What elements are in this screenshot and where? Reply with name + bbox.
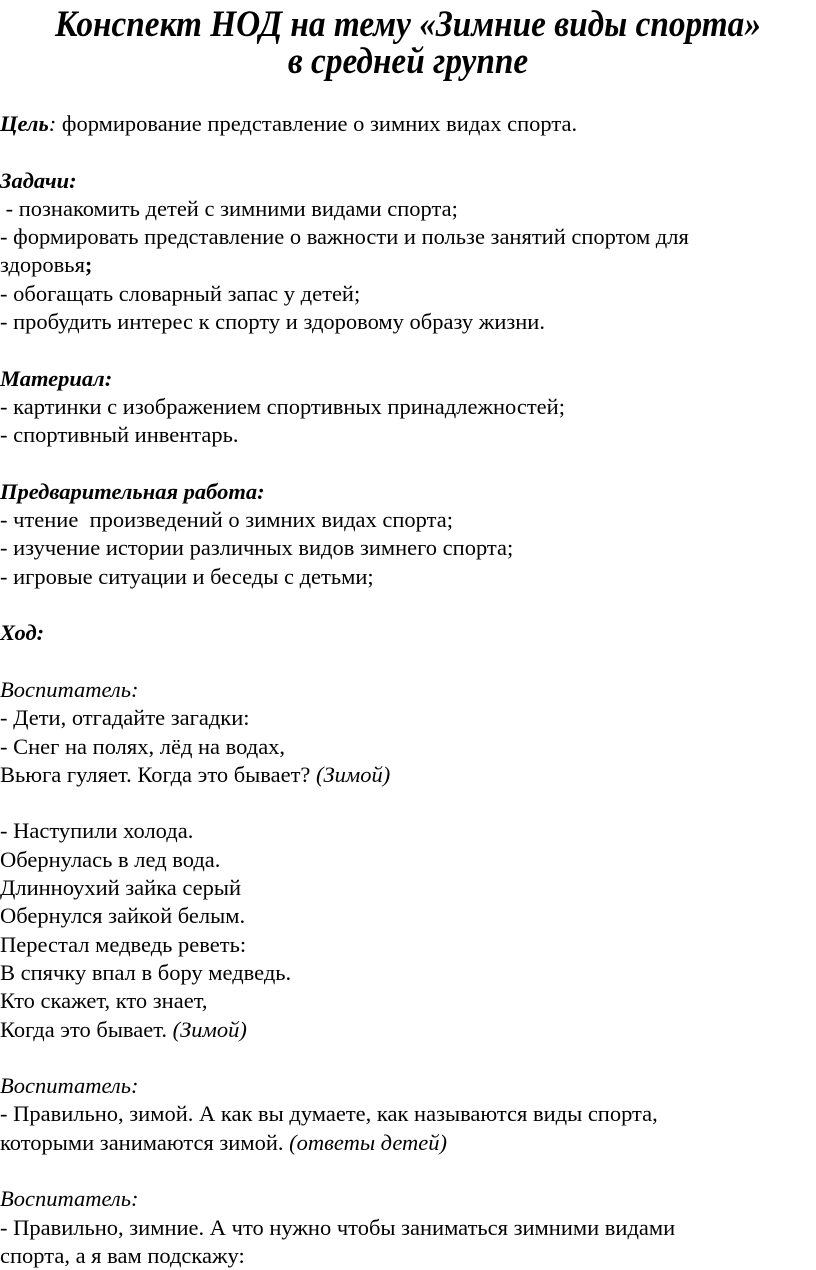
text-line [0, 534, 816, 562]
text-line [0, 365, 816, 393]
text-line [0, 676, 816, 704]
text-segment: - чтение произведений о зимних видах спорта; [0, 507, 453, 533]
text-line [0, 506, 816, 534]
text-segment: Обернулся зайкой белым. [0, 903, 246, 929]
section-heading: Ход: [0, 620, 45, 646]
text-line [0, 421, 816, 449]
blank-line [0, 138, 816, 166]
section-heading: Цель [0, 111, 49, 136]
text-segment: - изучение истории различных видов зимнего спорта; [0, 535, 514, 561]
text-segment: Длинноухий зайка серый [0, 875, 242, 901]
text-segment: - Правильно, зимние. А что нужно чтобы заниматься зимними видами [0, 1214, 676, 1240]
text-line [0, 393, 816, 421]
section-heading: Задачи: [0, 167, 77, 193]
text-segment: - познакомить детей с зимними видами спорта; [0, 195, 458, 221]
text-segment: В спячку впал в бору медведь. [0, 959, 292, 985]
text-line [0, 563, 816, 591]
section-heading: Предварительная работа: [0, 478, 265, 504]
text-line [0, 733, 816, 761]
text-line [0, 251, 816, 279]
text-line [0, 704, 816, 732]
text-segment: - Наступили холода. [0, 818, 194, 844]
text-line [0, 1016, 816, 1044]
text-segment: - Снег на полях, лёд на водах, [0, 733, 286, 759]
text-line [0, 619, 816, 647]
text-line [0, 874, 816, 902]
text-line [0, 1242, 816, 1270]
document-title-line-1: Конспект НОД на тему «Зимние виды спорта» [55, 4, 761, 45]
blank-line [0, 648, 816, 676]
text-line [0, 167, 816, 195]
text-line [0, 1072, 816, 1100]
text-segment: - игровые ситуации и беседы с детьми; [0, 563, 374, 589]
text-line [0, 110, 816, 138]
text-segment: Воспитатель: [0, 676, 139, 702]
text-segment: (Зимой) [172, 1016, 247, 1042]
blank-line [0, 336, 816, 364]
text-segment: Кто скажет, кто знает, [0, 988, 208, 1014]
blank-line [0, 789, 816, 817]
text-line [0, 195, 816, 223]
text-line [0, 846, 816, 874]
section-heading: Материал: [0, 365, 113, 391]
text-segment: спорта, а я вам подскажу: [0, 1242, 245, 1268]
text-line [0, 987, 816, 1015]
text-segment: - спортивный инвентарь. [0, 422, 239, 448]
text-line [0, 223, 816, 251]
blank-line [0, 1157, 816, 1185]
text-segment: - Дети, отгадайте загадки: [0, 705, 250, 731]
text-segment: - формировать представление о важности и пользе занятий спортом для [0, 224, 689, 250]
text-line [0, 959, 816, 987]
blank-line [0, 450, 816, 478]
text-line [0, 761, 816, 789]
text-line [0, 817, 816, 845]
text-segment: - обогащать словарный запас у детей; [0, 280, 361, 306]
text-line [0, 902, 816, 930]
text-segment: которыми занимаются зимой. [0, 1129, 290, 1155]
blank-line [0, 1044, 816, 1072]
document-title-line-2: в средней группе [287, 41, 529, 82]
text-segment: Обернулась в лед вода. [0, 846, 221, 872]
text-segment: (Зимой) [316, 761, 391, 787]
text-line [0, 308, 816, 336]
text-segment: (ответы детей) [289, 1129, 448, 1155]
text-segment: здоровья [0, 252, 85, 278]
text-line [0, 1185, 816, 1213]
document-body [0, 110, 816, 1270]
text-segment: формирование представление о зимних видах спорта. [56, 111, 578, 136]
text-line [0, 931, 816, 959]
text-line [0, 478, 816, 506]
text-segment: : [48, 111, 57, 136]
text-segment: - пробудить интерес к спорту и здоровому образу жизни. [0, 309, 545, 335]
section-heading: ; [84, 252, 93, 278]
text-segment: Перестал медведь реветь: [0, 931, 247, 957]
blank-line [0, 591, 816, 619]
text-segment: Воспитатель: [0, 1073, 139, 1099]
text-line [0, 1214, 816, 1242]
text-segment: Когда это бывает. [0, 1016, 173, 1042]
text-segment: - Правильно, зимой. А как вы думаете, как называются виды спорта, [0, 1101, 658, 1127]
text-line [0, 280, 816, 308]
text-line [0, 1100, 816, 1128]
text-segment: Воспитатель: [0, 1186, 139, 1212]
text-line [0, 1129, 816, 1157]
text-segment: - картинки с изображением спортивных принадлежностей; [0, 393, 565, 419]
text-segment: Вьюга гуляет. Когда это бывает? [0, 761, 317, 787]
